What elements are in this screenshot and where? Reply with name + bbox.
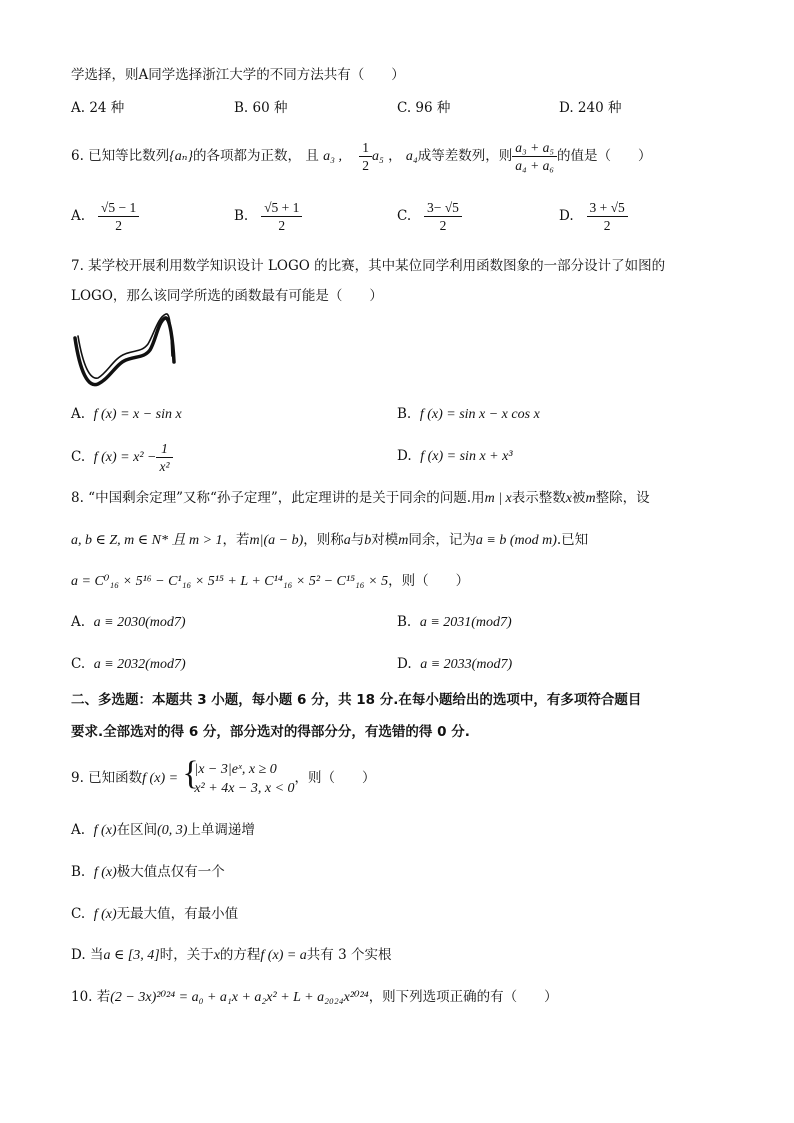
q9-option-b[interactable]: B. f (x)极大值点仅有一个 xyxy=(71,864,225,880)
q9-stem: 9. 已知函数f (x) = { |x − 3|eˣ, x ≥ 0 x² + 4x − 3, x < 0 ，则（ ） xyxy=(71,754,376,796)
q8-option-c[interactable]: C. a ≡ 2032(mod7) xyxy=(71,656,186,672)
section2-heading-line2: 要求.全部选对的得 6 分，部分选对的得部分分，有选错的得 0 分. xyxy=(71,724,470,740)
q7-option-c[interactable]: C. f (x) = x² − $\frac{1}{\text{x²}}$ xyxy=(71,438,173,477)
q9-option-a[interactable]: A. f (x)在区间(0, 3)上单调递增 xyxy=(71,822,255,838)
q9-option-c[interactable]: C. f (x)无最大值，有最小值 xyxy=(71,906,239,922)
q5-option-c[interactable]: C. 96 种 xyxy=(397,100,451,116)
q5-stem-tail: 学选择，则A同学选择浙江大学的不同方法共有（ ） xyxy=(71,67,405,83)
q8-stem-line3: a = C⁰₁₆ × 5¹⁶ − C¹₁₆ × 5¹⁵ + L + C¹⁴₁₆ × 5² − C¹⁵₁₆ × 5，则（ ） xyxy=(71,573,470,589)
q6-option-d[interactable]: D. $\frac{3 + √5}{2}$ xyxy=(559,198,628,234)
q5-option-b[interactable]: B. 60 种 xyxy=(234,100,288,116)
q7-logo-figure xyxy=(70,312,178,394)
q7-stem-line2: LOGO，那么该同学所选的函数最有可能是（ ） xyxy=(71,288,383,304)
q8-stem-line1: 8. “中国剩余定理”又称“孙子定理”，此定理讲的是关于同余的问题.用m | x表示整数x被m整除，设 xyxy=(71,490,650,506)
q8-option-b[interactable]: B. a ≡ 2031(mod7) xyxy=(397,614,512,630)
q6-ratio-fraction: $\frac{\text{a₃ + a₅}}{\text{a₄ + a₆}}$ xyxy=(512,139,557,174)
q5-option-a[interactable]: A. 24 种 xyxy=(71,100,125,116)
q7-stem-line1: 7. 某学校开展利用数学知识设计 LOGO 的比赛，其中某位同学利用函数图象的一部分设计了如图的 xyxy=(71,258,666,274)
q9-piecewise: { |x − 3|eˣ, x ≥ 0 x² + 4x − 3, x < 0 xyxy=(182,754,295,796)
q9-option-d[interactable]: D. 当a ∈ [3, 4]时，关于x的方程f (x) = a共有 3 个实根 xyxy=(71,947,392,963)
q10-stem: 10. 若(2 − 3x)²⁰²⁴ = a₀ + a₁x + a₂x² + L + a₂₀₂₄x²⁰²⁴，则下列选项正确的有（ ） xyxy=(71,989,558,1005)
q8-option-d[interactable]: D. a ≡ 2033(mod7) xyxy=(397,656,513,672)
q8-stem-line2: a, b ∈ Z, m ∈ N* 且 m > 1，若m|(a − b)，则称a与b对模m同余，记为a ≡ b (mod m).已知 xyxy=(71,532,589,548)
q7-option-a[interactable]: A. f (x) = x − sin x xyxy=(71,406,182,422)
q6-stem: 6. 已知等比数列{aₙ}的各项都为正数， 且 a₃ , $\frac{1}{2}$ a₅ ， a₄成等差数列，则 $\frac{\text{a₃ + a₅}}{\text{a₄ + a₆}}$ 的值是（ ） xyxy=(71,140,652,173)
q6-option-b[interactable]: B. $\frac{√5 + 1}{2}$ xyxy=(234,198,302,234)
q6-half-fraction: $\frac{1}{2}$ xyxy=(359,139,372,174)
q7-option-b[interactable]: B. f (x) = sin x − x cos x xyxy=(397,406,540,422)
q8-option-a[interactable]: A. a ≡ 2030(mod7) xyxy=(71,614,186,630)
q6-option-a[interactable]: A. $\frac{√5 - 1}{2}$ xyxy=(71,198,139,234)
q6-option-c[interactable]: C. $\frac{3- √5}{2}$ xyxy=(397,198,462,234)
section2-heading-line1: 二、多选题：本题共 3 小题，每小题 6 分，共 18 分.在每小题给出的选项中，有多项符合题目 xyxy=(71,692,642,708)
q5-option-d[interactable]: D. 240 种 xyxy=(559,100,622,116)
q7-option-d[interactable]: D. f (x) = sin x + x³ xyxy=(397,448,513,464)
